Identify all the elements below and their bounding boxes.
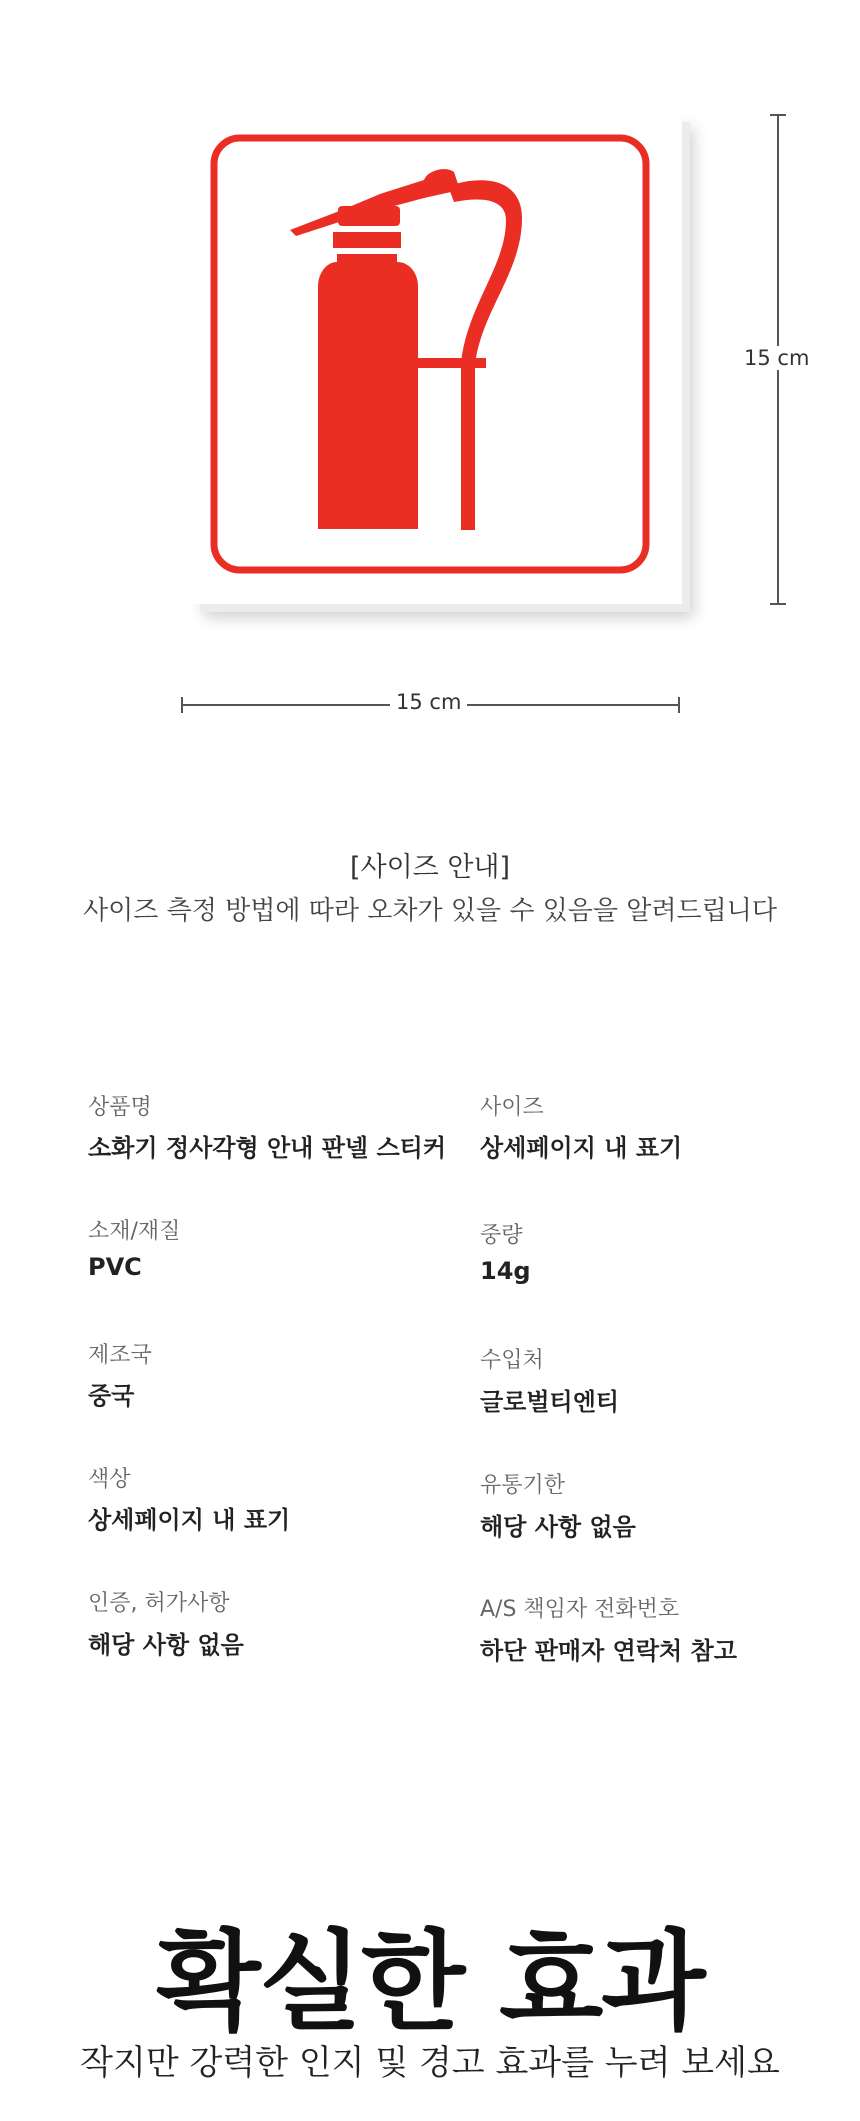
- spec-value-weight: 14g: [480, 1257, 531, 1285]
- spec-label-material: 소재/재질: [88, 1219, 181, 1244]
- spec-value-as-contact: 하단 판매자 연락처 참고: [480, 1637, 737, 1665]
- headline-title: 확실한 효과: [156, 1920, 704, 2045]
- size-info-heading: [사이즈 안내]: [349, 852, 511, 883]
- spec-label-product-name: 상품명: [88, 1095, 152, 1120]
- fire-extinguisher-sign: [192, 114, 682, 604]
- spec-value-product-name: 소화기 정사각형 안내 판넬 스티커: [88, 1134, 446, 1162]
- spec-value-importer: 글로벌티엔티: [480, 1388, 620, 1416]
- spec-value-expiration: 해당 사항 없음: [480, 1513, 636, 1541]
- spec-label-expiration: 유통기한: [480, 1473, 566, 1498]
- width-dimension-label: 15 cm: [390, 690, 467, 714]
- spec-label-size: 사이즈: [480, 1095, 544, 1120]
- height-dimension-tick-bottom: [770, 603, 786, 605]
- width-dimension-tick-right: [678, 697, 680, 713]
- fire-extinguisher-icon: [290, 169, 522, 530]
- spec-label-country: 제조국: [88, 1343, 152, 1368]
- spec-label-importer: 수입처: [480, 1348, 544, 1373]
- spec-value-certification: 해당 사항 없음: [88, 1631, 244, 1659]
- sign-border: [214, 138, 646, 570]
- spec-label-certification: 인증, 허가사항: [88, 1591, 230, 1616]
- size-info-description: 사이즈 측정 방법에 따라 오차가 있을 수 있음을 알려드립니다: [82, 896, 778, 926]
- spec-label-weight: 중량: [480, 1223, 523, 1248]
- spec-label-as-contact: A/S 책임자 전화번호: [480, 1597, 680, 1622]
- spec-value-size: 상세페이지 내 표기: [480, 1134, 683, 1162]
- spec-label-color: 색상: [88, 1467, 131, 1492]
- headline-subtitle: 작지만 강력한 인지 및 경고 효과를 누려 보세요: [80, 2043, 780, 2083]
- spec-value-country: 중국: [88, 1382, 135, 1410]
- spec-value-color: 상세페이지 내 표기: [88, 1506, 291, 1534]
- spec-value-material: PVC: [88, 1253, 142, 1281]
- height-dimension-label: 15 cm: [738, 346, 815, 370]
